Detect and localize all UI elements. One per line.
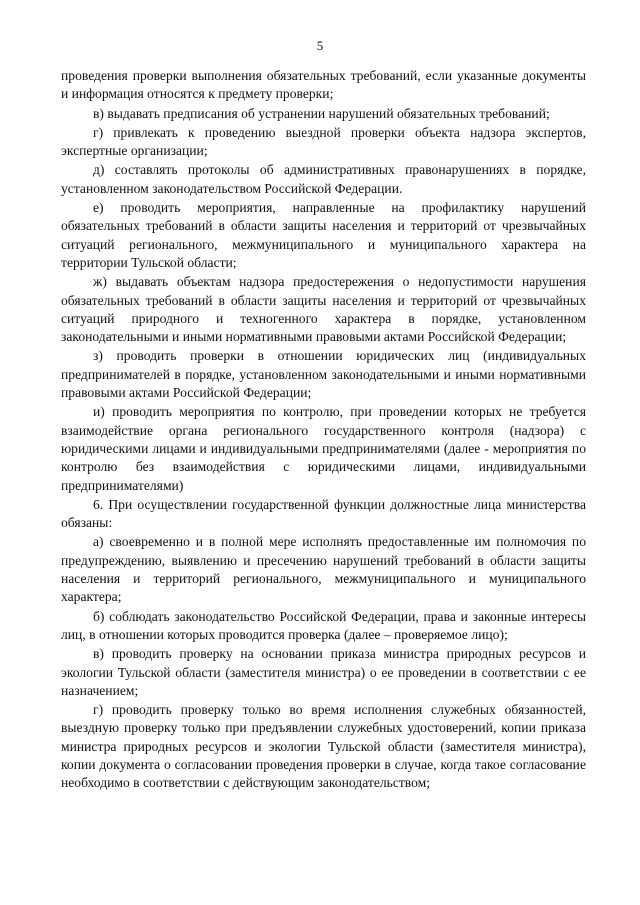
paragraph-item-a: а) своевременно и в полной мере исполнять предоставленные им полномочия по предупреждению, выявлению и пресечению нарушений требований в области защиты населения и территорий регионального, межмуниципального и муниципального характера; xyxy=(61,534,586,605)
document-body xyxy=(61,67,586,794)
paragraph-item-zh: ж) выдавать объектам надзора предостережения о недопустимости нарушения обязательных требований в области защиты населения и территорий от чрезвычайных ситуаций природного и техногенного характера в порядке, установленном законодательными и иными нормативными правовыми актами Российской Федерации; xyxy=(61,274,586,345)
paragraph-item-z: з) проводить проверки в отношении юридических лиц (индивидуальных предпринимателей в порядке, установленном законодательными и иными нормативными правовыми актами Российской Федерации; xyxy=(61,348,586,401)
paragraph-section-6: 6. При осуществлении государственной функции должностные лица министерства обязаны: xyxy=(61,496,586,531)
paragraph-item-v: в) выдавать предписания об устранении нарушений обязательных требований; xyxy=(93,105,550,121)
paragraph-item-b: б) соблюдать законодательство Российской Федерации, права и законные интересы лиц, в отношении которых проводится проверка (далее – проверяемое лицо); xyxy=(61,608,586,642)
paragraph-item-g2: г) проводить проверку только во время исполнения служебных обязанностей, выездную проверку только при предъявлении служебных удостоверений, копии приказа министра природных ресурсов и экологии Тульской области (заместителя министра), копии документа о согласовании проведения проверки в случае, когда такое согласование необходимо в соответствии с действующим законодательством; xyxy=(61,702,586,791)
page-number: 5 xyxy=(316,38,324,53)
paragraph-continuation: проведения проверки выполнения обязательных требований, если указанные документы и информация относятся к предмету проверки; xyxy=(61,68,586,102)
paragraph-item-d: д) составлять протоколы об административных правонарушениях в порядке, установленном законодательством Российской Федерации. xyxy=(61,162,586,196)
paragraph-item-g: г) привлекать к проведению выездной проверки объекта надзора экспертов, экспертные организации; xyxy=(61,124,586,159)
paragraph-item-v2: в) проводить проверку на основании приказа министра природных ресурсов и экологии Тульской области (заместителя министра) о ее проведении в соответствии с ее назначением; xyxy=(61,646,586,698)
paragraph-item-i: и) проводить мероприятия по контролю, при проведении которых не требуется взаимодействие органа регионального государственного контроля (надзора) с юридическими лицами и индивидуальными предпринимателями (далее - мероприятия по контролю без взаимодействия с юридическими лицами, индивидуальными предпринимателями) xyxy=(61,404,586,493)
paragraph-item-e: е) проводить мероприятия, направленные на профилактику нарушений обязательных требований в области защиты населения и территорий от чрезвычайных ситуаций регионального, межмуниципального и муниципального характера на территории Тульской области; xyxy=(61,200,586,270)
